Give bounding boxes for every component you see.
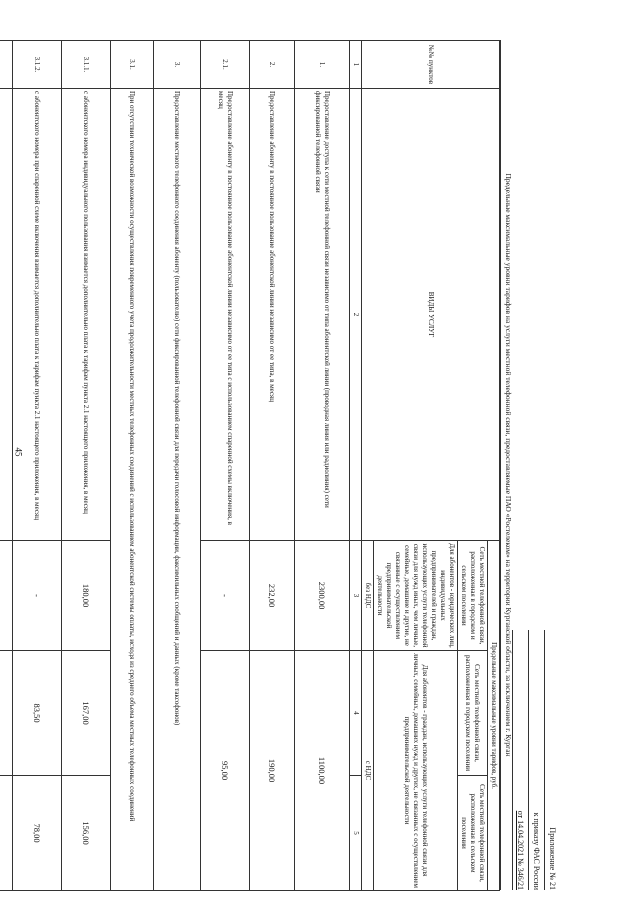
- table-row: 3.1.2. с абонентского номера при спаренной схеме включения взимается дополнительно плата к тарифам пункта 2.1 настоящего приложения, в месяц - 83,50 78,00: [13, 41, 62, 891]
- header-tariffs: Предельные максимальные уровни тарифов, руб.: [488, 541, 500, 891]
- col-num-4: 4: [350, 651, 362, 776]
- tariff-table: [0, 40, 500, 891]
- col-num-2: 2: [350, 89, 362, 541]
- appendix-header: [512, 40, 560, 890]
- header-legal-group: Для абонентов - юридических лиц, индивидуальных предпринимателей и граждан, использующих услуги телефонной связи для нужд иных, чем личные, семейные, домашние и другие, не связанные с осуществлением предпринимательской деятельности: [374, 541, 458, 651]
- col-num-1: 1: [350, 41, 362, 89]
- table-row: 3. Предоставление местного телефонного соединения абоненту (пользователю) сети фиксированной телефонной связи для передачи голосовой информации, факсимильных сообщений и данных (кроме таксофонов): [154, 41, 201, 891]
- table-row: [0, 41, 13, 891]
- header-city: Сеть местной телефонной связи, расположенная в городском поселении: [458, 651, 488, 776]
- header-personal-group: Для абонентов - граждан, использующих услуги телефонной связи для личных, семейных, домашних нужд и других, не связанных с осуществлением предпринимательской деятельности: [374, 651, 458, 891]
- header-no-vat: без НДС: [362, 541, 374, 651]
- header-with-vat: с НДС: [362, 651, 374, 891]
- table-row: 3.1.1. с абонентского номера индивидуального пользования взимается дополнительно плата к тарифам пункта 2.1 настоящего приложения, в месяц 180,00 167,00 156,00: [62, 41, 111, 891]
- appendix-label: Приложение № 21: [544, 630, 560, 890]
- header-services: ВИДЫ УСЛУГ: [362, 89, 500, 541]
- document-title: Предельные максимальные уровни тарифов на услуги местной телефонной связи, предоставляемые ПАО «Ростелеком» на территории Курганской области, за исключением г. Курган: [500, 40, 515, 890]
- order-date: от 14.04.2021 № 346/21: [512, 630, 528, 890]
- col-num-3: 3: [350, 541, 362, 651]
- document-sheet: [32, 40, 560, 890]
- table-row: 2. Предоставление абоненту в постоянное пользование абонентской линии независимо от ее типа, в месяц 232,00 190,00: [250, 41, 295, 891]
- header-rural: Сеть местной телефонной связи, расположенная в сельском поселении: [458, 776, 488, 891]
- col-num-5: 5: [350, 776, 362, 891]
- table-row: 1. Предоставление доступа к сети местной телефонной связи независимо от типа абонентской линии (проводная линия или радиолиния) сети фиксированной телефонной связи 2300,00 1100,00: [295, 41, 350, 891]
- table-row: 3.1. При отсутствии технической возможности осуществления повременного учета продолжительности местных телефонных соединений с использованием абонентской системы оплаты, исходя из среднего объема местных телефонных соединений: [111, 41, 154, 891]
- page-number: 45: [13, 447, 24, 457]
- header-num: №№ пунктов: [362, 41, 500, 89]
- order-label: к приказу ФАС России: [528, 630, 544, 890]
- table-row: 2.1. Предоставление абоненту в постоянное пользование абонентской линии независимо от ее типа с использованием спаренной схемы включения, в месяц - 95,00: [201, 41, 250, 891]
- header-legal-network: Сеть местной телефонной связи, расположенная в городском и сельском поселении: [458, 541, 488, 651]
